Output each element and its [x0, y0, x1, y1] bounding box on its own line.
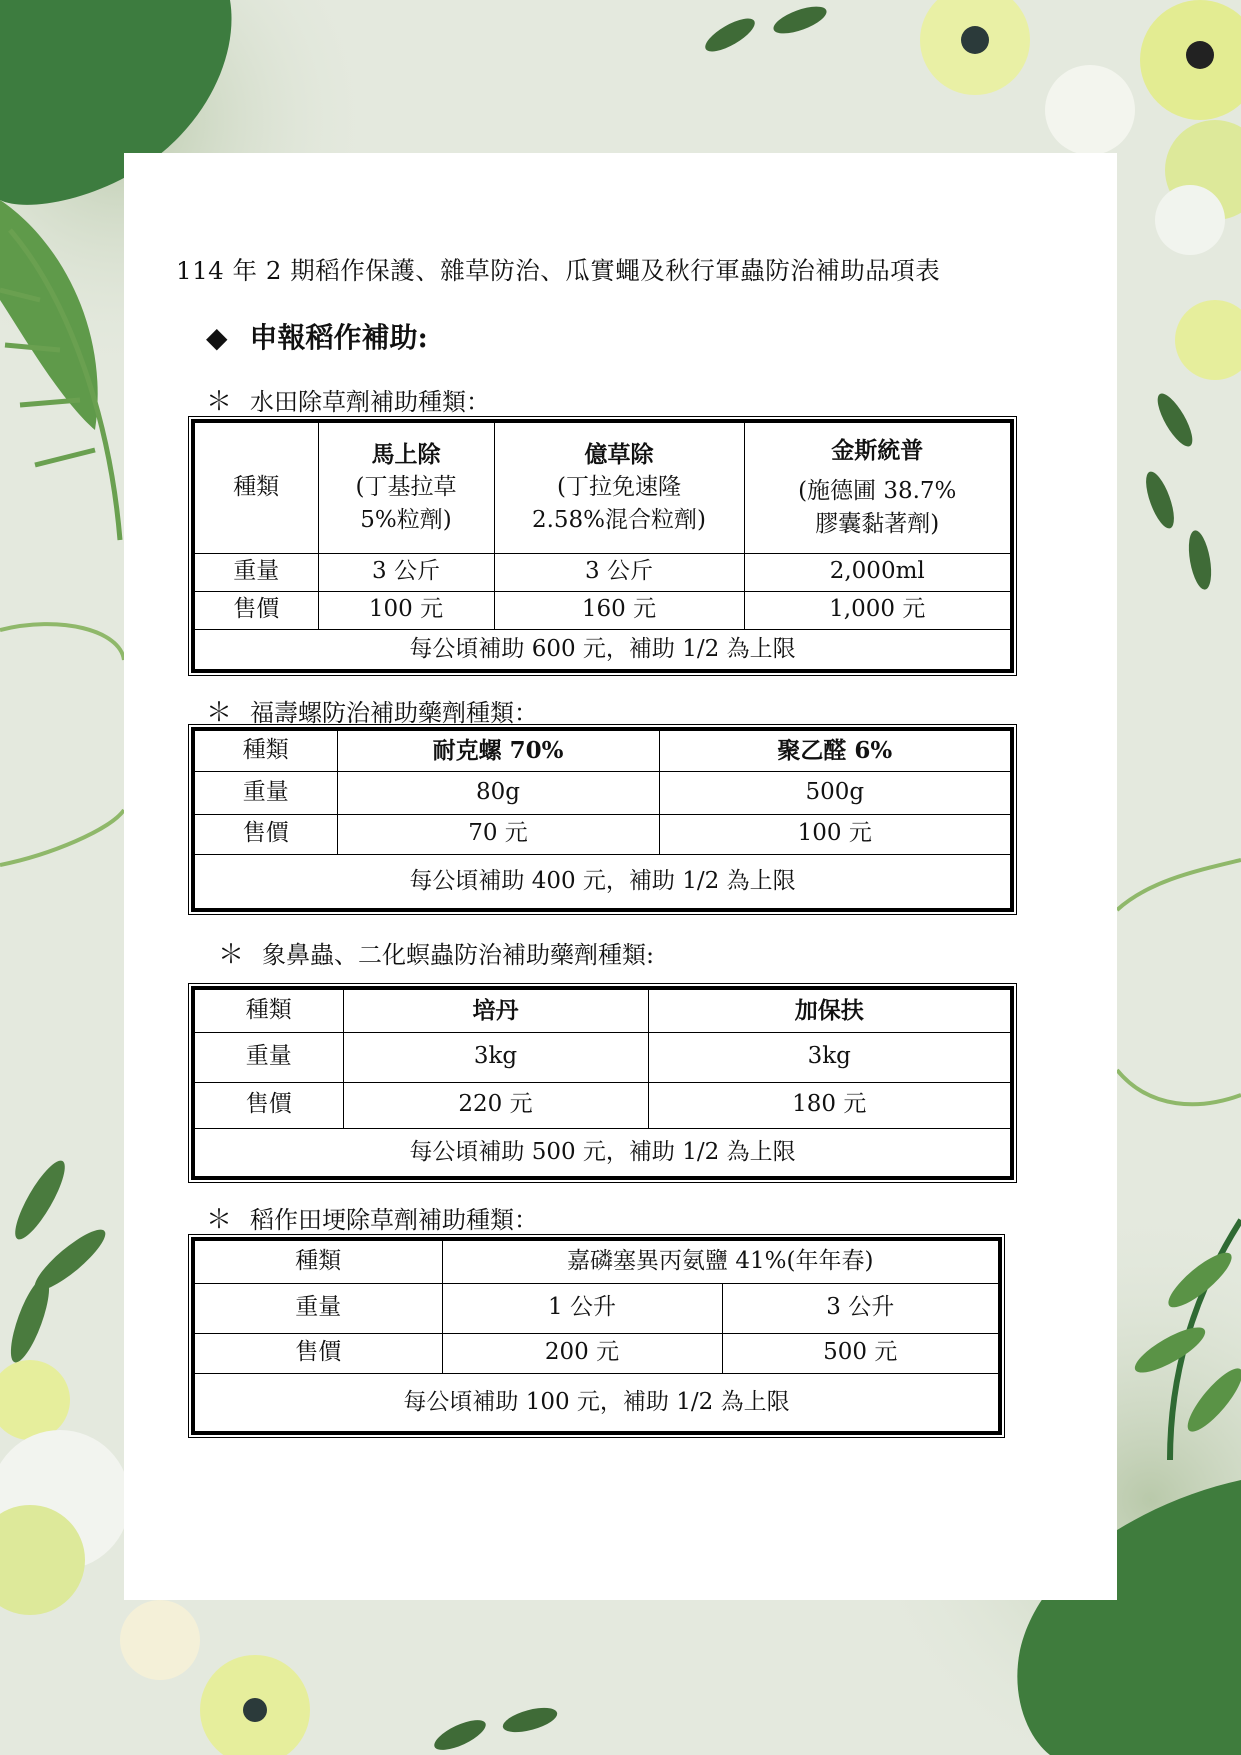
weight-cell: 1 公升: [442, 1283, 722, 1333]
price-cell: 100 元: [318, 591, 494, 629]
weight-cell: 3 公升: [722, 1283, 1000, 1333]
subsection-label-weevil: ＊ 象鼻蟲、二化螟蟲防治補助藥劑種類:: [218, 934, 654, 971]
row-label-weight: 重量: [193, 771, 337, 814]
asterisk-bullet-icon: ＊: [218, 940, 245, 970]
product-cell: 聚乙醛 6%: [659, 729, 1012, 771]
price-cell: 200 元: [442, 1333, 722, 1373]
subsidy-note: 每公頃補助 500 元，補助 1/2 為上限: [193, 1128, 1012, 1178]
weight-cell: 2,000ml: [744, 553, 1012, 591]
row-label-price: 售價: [193, 1333, 442, 1373]
price-cell: 500 元: [722, 1333, 1000, 1373]
document-title: 114 年 2 期稻作保護、雜草防治、瓜實蠅及秋行軍蟲防治補助品項表: [176, 256, 941, 285]
diamond-bullet-icon: ◆: [206, 321, 228, 354]
product-cell: 億草除 (丁拉免速隆 2.58%混合粒劑): [494, 421, 744, 553]
product-cell: 耐克螺 70%: [337, 729, 659, 771]
price-cell: 220 元: [343, 1082, 648, 1128]
price-cell: 70 元: [337, 814, 659, 854]
product-cell: 嘉磷塞異丙氨鹽 41%(年年春): [442, 1239, 1000, 1283]
weight-cell: 3kg: [648, 1032, 1012, 1082]
row-label-price: 售價: [193, 591, 318, 629]
asterisk-bullet-icon: ＊: [206, 1205, 233, 1235]
weight-cell: 3 公斤: [494, 553, 744, 591]
weight-cell: 80g: [337, 771, 659, 814]
subsidy-note: 每公頃補助 600 元，補助 1/2 為上限: [193, 629, 1012, 671]
row-label-type: 種類: [193, 729, 337, 771]
row-label-type: 種類: [193, 988, 343, 1032]
price-cell: 1,000 元: [744, 591, 1012, 629]
row-label-weight: 重量: [193, 1283, 442, 1333]
product-cell: 培丹: [343, 988, 648, 1032]
herbicide-table: [191, 419, 1014, 673]
subsection-label-snail: ＊ 福壽螺防治補助藥劑種類：: [206, 692, 538, 729]
row-label-weight: 重量: [193, 553, 318, 591]
row-label-price: 售價: [193, 814, 337, 854]
heading-text: 申報稻作補助:: [249, 321, 428, 354]
weevil-borer-table: [191, 986, 1014, 1180]
product-cell: 馬上除 (丁基拉草 5%粒劑): [318, 421, 494, 553]
price-cell: 180 元: [648, 1082, 1012, 1128]
price-cell: 100 元: [659, 814, 1012, 854]
row-label-type: 種類: [193, 1239, 442, 1283]
subsidy-note: 每公頃補助 100 元，補助 1/2 為上限: [193, 1373, 1000, 1433]
subsection-label-herbicide: ＊ 水田除草劑補助種類：: [206, 381, 490, 418]
asterisk-bullet-icon: ＊: [206, 387, 233, 417]
weight-cell: 500g: [659, 771, 1012, 814]
price-cell: 160 元: [494, 591, 744, 629]
asterisk-bullet-icon: ＊: [206, 698, 233, 728]
row-label-price: 售價: [193, 1082, 343, 1128]
weight-cell: 3 公斤: [318, 553, 494, 591]
row-label-type: 種類: [193, 421, 318, 553]
weight-cell: 3kg: [343, 1032, 648, 1082]
row-label-weight: 重量: [193, 1032, 343, 1082]
subsection-label-ridge-herbicide: ＊ 稻作田埂除草劑補助種類：: [206, 1199, 538, 1236]
ridge-herbicide-table: [191, 1237, 1002, 1435]
snail-control-table: [191, 727, 1014, 912]
product-cell: 加保扶: [648, 988, 1012, 1032]
subsidy-note: 每公頃補助 400 元，補助 1/2 為上限: [193, 854, 1012, 910]
product-cell: 金斯統普 (施德圃 38.7% 膠囊黏著劑): [744, 421, 1012, 553]
section-heading: [206, 316, 428, 356]
